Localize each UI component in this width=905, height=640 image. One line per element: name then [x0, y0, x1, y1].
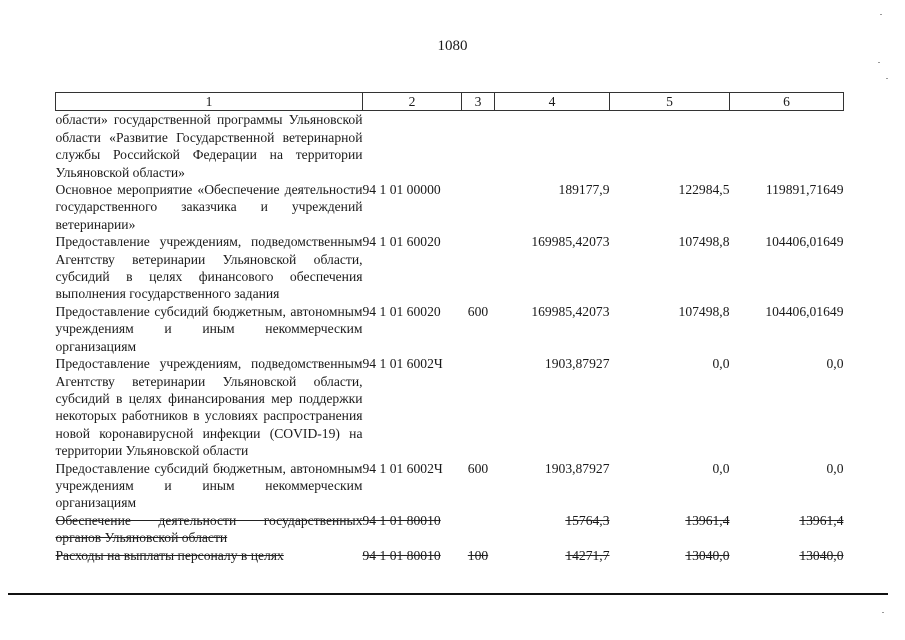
row-code [363, 111, 462, 181]
row-description: Предоставление учреждениям, подведомственным Агентству ветеринарии Ульяновской области, субсидий в целях финансирования мер поддержки некоторых работников в условиях распространения новой коронавирусной инфекции (COVID-19) на территории Ульяновской области [55, 356, 363, 459]
row-description: Обеспечение деятельности государственных органов Ульяновской области [55, 512, 363, 546]
column-header-3: 3 [462, 93, 495, 111]
row-code: 94 1 01 6002Ч [362, 356, 443, 372]
row-expense-type: 100 [467, 547, 489, 563]
bottom-rule [8, 593, 888, 595]
row-description: Предоставление субсидий бюджетным, автономным учреждениям и иным некоммерческим организациям [55, 460, 363, 511]
scan-speck [878, 62, 880, 63]
row-expense-type: 600 [467, 460, 489, 476]
row-expense-type [462, 512, 495, 547]
column-header-1: 1 [56, 93, 363, 111]
row-description: Предоставление субсидий бюджетным, автономным учреждениям и иным некоммерческим организациям [55, 303, 363, 354]
table-row [56, 512, 844, 547]
row-value-col5: 13040,0 [685, 547, 730, 563]
table-row [56, 181, 844, 233]
row-value-col5: 13961,4 [685, 512, 730, 528]
row-value-col6: 13040,0 [799, 547, 844, 563]
table-row [56, 460, 844, 512]
row-value-col6: 0,0 [826, 356, 844, 372]
row-code: 94 1 01 6002Ч [362, 460, 443, 476]
column-header-6: 6 [730, 93, 844, 111]
page-number: 1080 [437, 38, 468, 54]
row-expense-type [462, 111, 495, 181]
row-value-col5: 107498,8 [678, 303, 730, 319]
row-value-col4: 14271,7 [565, 547, 610, 563]
table-row [56, 355, 844, 459]
table-row [56, 233, 844, 303]
row-description: Расходы на выплаты персоналу в целях [55, 547, 284, 563]
row-description: Основное мероприятие «Обеспечение деятельности государственного заказчика и учреждений ветеринарии» [55, 182, 363, 232]
row-value-col4: 1903,87927 [544, 460, 610, 476]
row-value-col4 [495, 111, 610, 181]
scan-speck [882, 612, 884, 613]
row-code: 94 1 01 60020 [362, 234, 441, 250]
row-value-col5: 122984,5 [678, 182, 730, 198]
row-value-col5: 0,0 [712, 460, 730, 476]
row-value-col6: 119891,71649 [765, 182, 844, 198]
row-expense-type [462, 181, 495, 233]
table-row [56, 303, 844, 355]
row-value-col4: 169985,42073 [531, 303, 610, 319]
row-value-col4: 189177,9 [558, 182, 610, 198]
row-value-col6: 13961,4 [799, 512, 844, 528]
row-expense-type [462, 355, 495, 459]
row-code: 94 1 01 60020 [362, 303, 441, 319]
column-header-5: 5 [610, 93, 730, 111]
table-row [56, 111, 844, 181]
scan-speck [880, 14, 882, 15]
row-code: 94 1 01 80010 [362, 547, 441, 563]
row-value-col4: 15764,3 [565, 512, 610, 528]
row-expense-type [462, 233, 495, 303]
row-code: 94 1 01 00000 [362, 182, 441, 198]
row-value-col5 [610, 111, 730, 181]
row-expense-type: 600 [467, 303, 489, 319]
row-description: области» государственной программы Ульяновской области «Развитие Государственной ветеринарной службы Российской Федерации на территории Ульяновской области» [55, 112, 363, 180]
row-value-col6: 104406,01649 [765, 303, 844, 319]
budget-table [55, 92, 844, 564]
row-value-col5: 0,0 [712, 356, 730, 372]
row-code: 94 1 01 80010 [362, 512, 441, 528]
table-row [56, 547, 844, 564]
scan-speck [886, 78, 888, 79]
row-value-col5: 107498,8 [678, 234, 730, 250]
column-number-header [56, 93, 844, 111]
row-value-col6: 104406,01649 [765, 234, 844, 250]
row-value-col6: 0,0 [826, 460, 844, 476]
row-value-col6 [730, 111, 844, 181]
row-value-col4: 169985,42073 [531, 234, 610, 250]
column-header-4: 4 [495, 93, 610, 111]
row-description: Предоставление учреждениям, подведомственным Агентству ветеринарии Ульяновской области, субсидий в целях финансового обеспечения выполнения государственного задания [55, 234, 363, 302]
row-value-col4: 1903,87927 [544, 356, 610, 372]
column-header-2: 2 [363, 93, 462, 111]
